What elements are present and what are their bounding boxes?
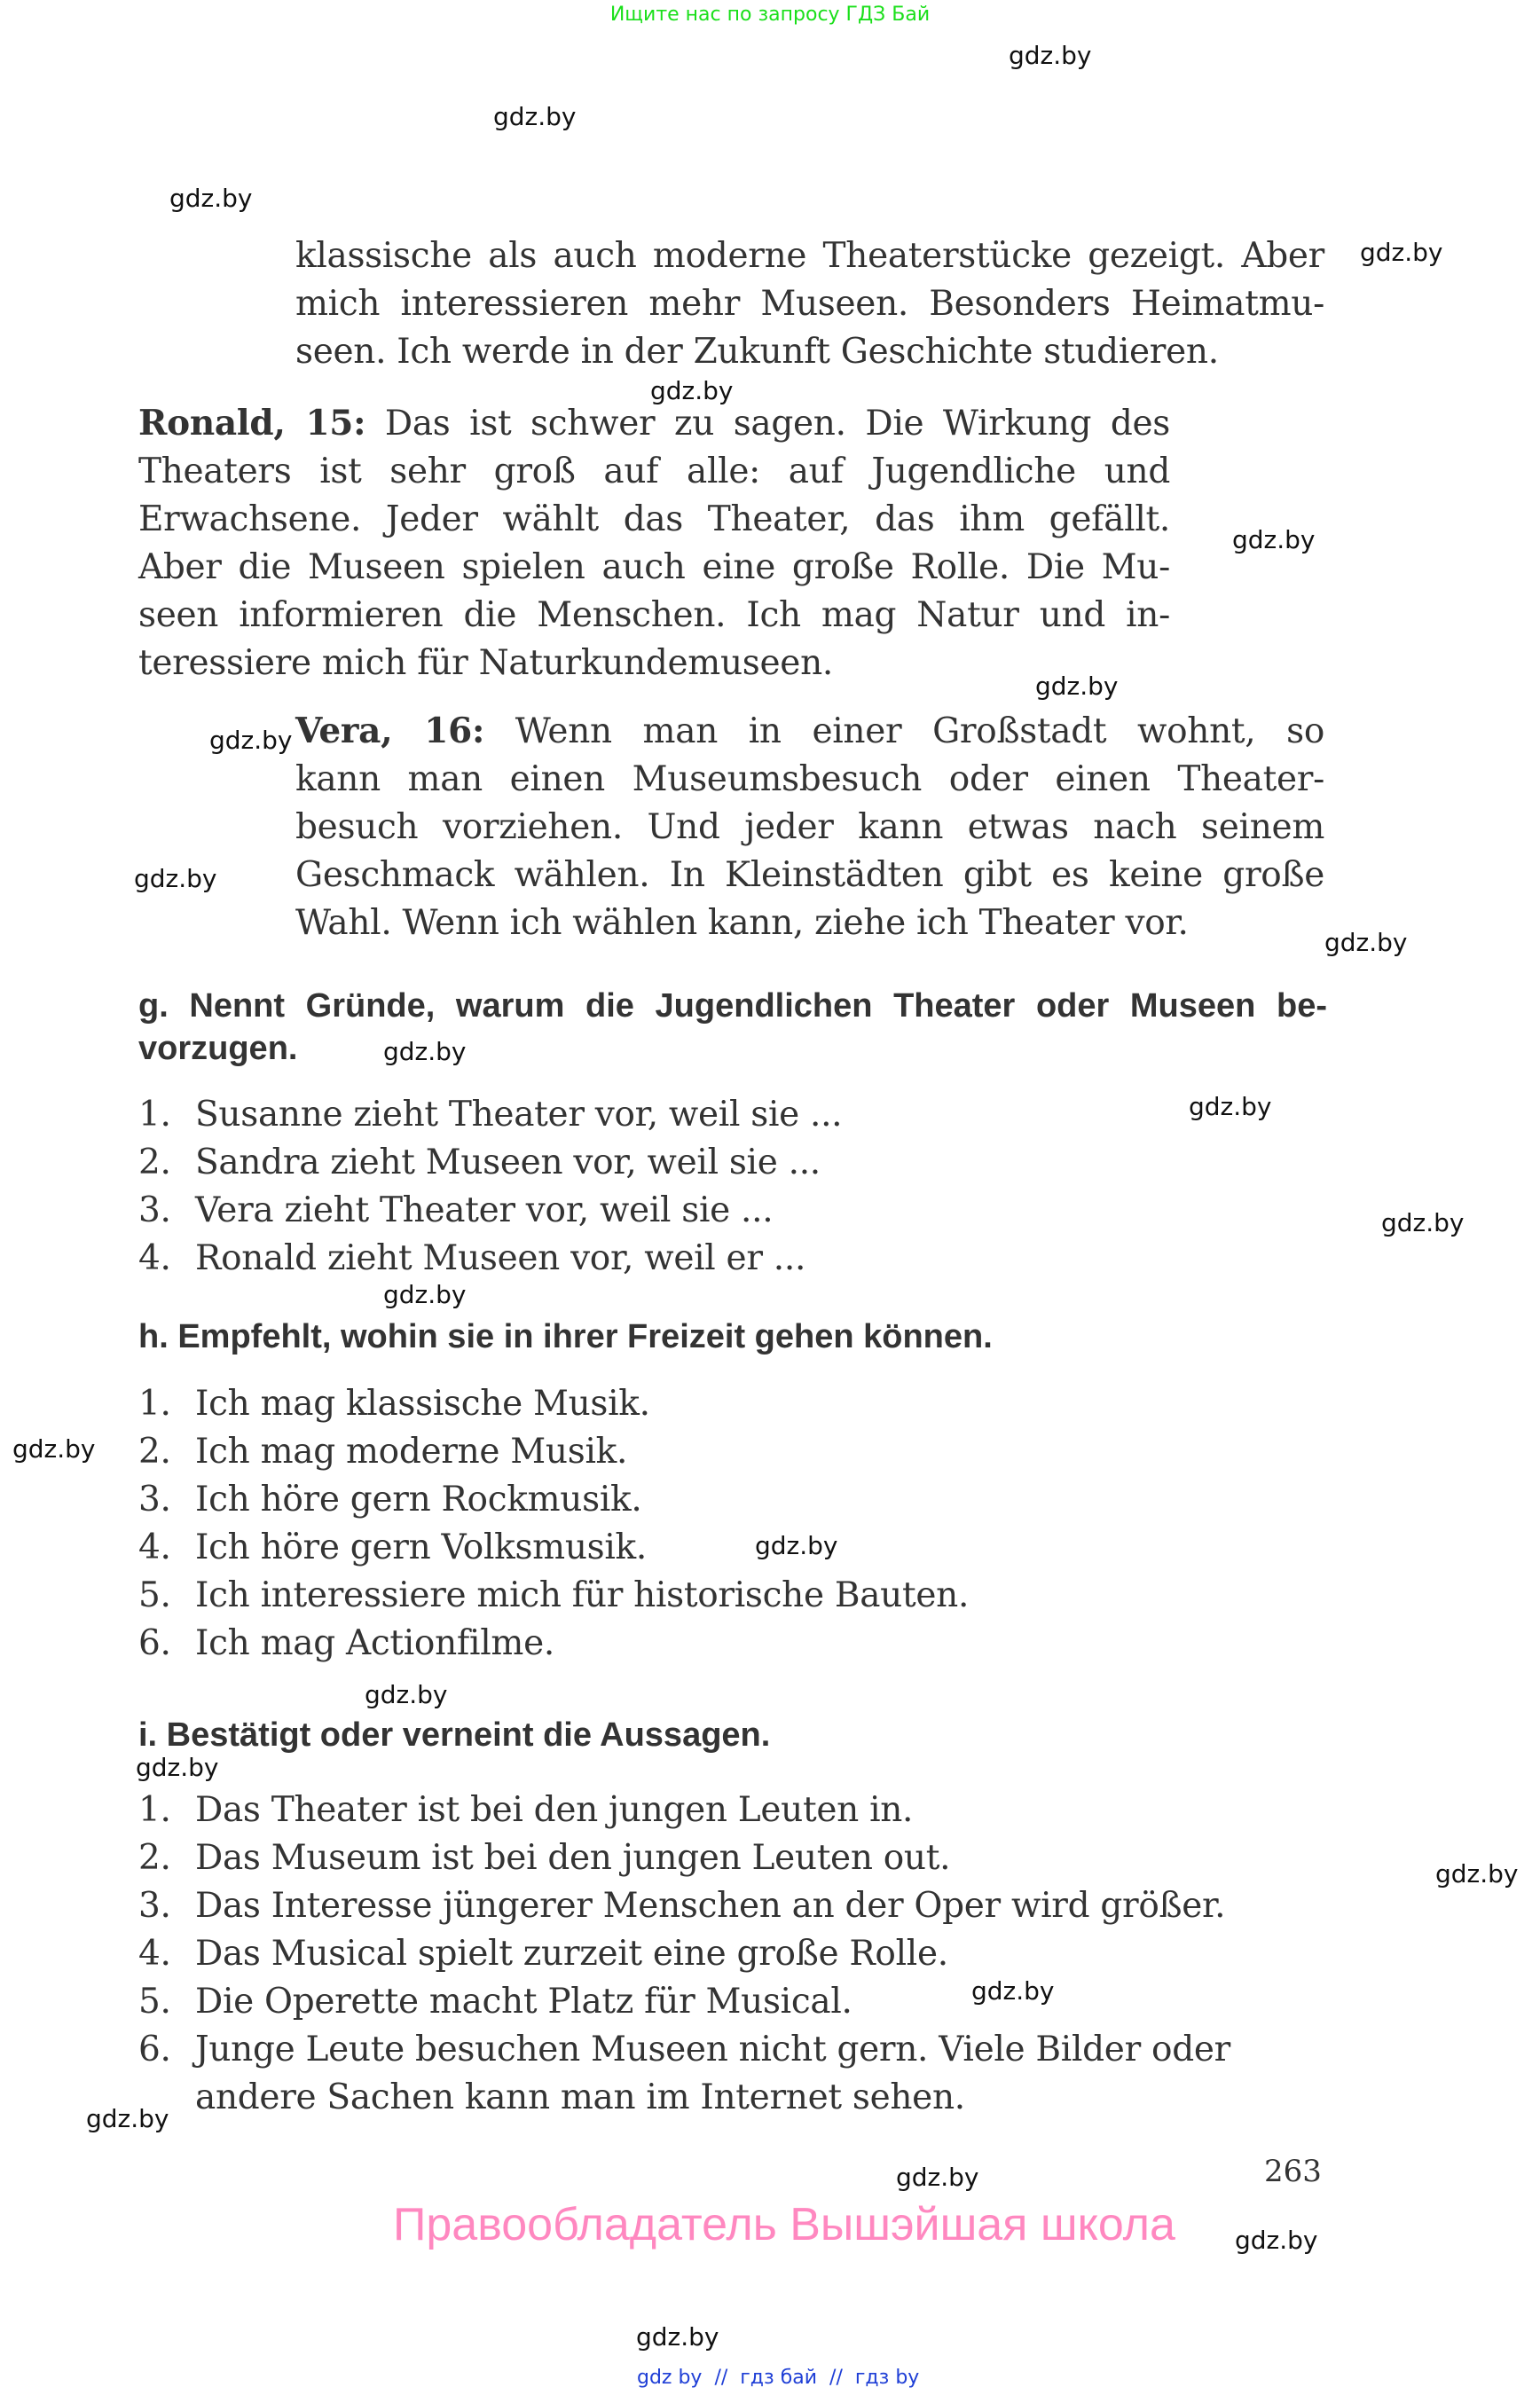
watermark: gdz.by [636, 2322, 719, 2352]
watermark: gdz.by [1009, 41, 1092, 70]
list-item: 1. Das Theater ist bei den jungen Leuten in. [138, 1790, 914, 1830]
watermark: gdz.by [1235, 2226, 1318, 2255]
watermark: gdz.by [169, 184, 253, 213]
copyright-notice: Правообладатель Вышэйшая школа [393, 2199, 1175, 2250]
page-number: 263 [1264, 2154, 1322, 2189]
list-item: 6. Junge Leute besuchen Museen nicht gern. Viele Bilder oder [138, 2030, 1230, 2069]
list-item: 4. Ich höre gern Volksmusik. [138, 1527, 647, 1567]
watermark: gdz.by [1035, 671, 1119, 701]
paragraph-line: Erwachsene. Jeder wählt das Theater, das ihm gefällt. [138, 499, 1170, 539]
watermark: gdz.by [1189, 1092, 1272, 1121]
list-item: 1. Ich mag klassische Musik. [138, 1384, 650, 1424]
task-i-heading: i. Bestätigt oder verneint die Aussagen. [138, 1716, 771, 1754]
list-item: 4. Ronald zieht Museen vor, weil er ... [138, 1238, 806, 1278]
vera-statement [295, 707, 1324, 947]
paragraph-line: Geschmack wählen. In Kleinstädten gibt es keine große [295, 855, 1324, 895]
watermark: gdz.by [896, 2163, 979, 2192]
watermark: gdz.by [755, 1531, 838, 1560]
list-item: 2. Das Museum ist bei den jungen Leuten out. [138, 1838, 951, 1878]
watermark: gdz.by [209, 726, 293, 755]
task-g-list [138, 1091, 842, 1283]
watermark: gdz.by [12, 1434, 96, 1464]
speaker-name: Vera, 16: [295, 711, 485, 751]
list-item: 2. Ich mag moderne Musik. [138, 1432, 628, 1472]
list-item: 2. Sandra zieht Museen vor, weil sie ... [138, 1143, 821, 1182]
watermark: gdz.by [1232, 525, 1316, 554]
paragraph-line: Vera, 16: Wenn man in einer Großstadt wohnt, so [295, 711, 1324, 751]
watermark: gdz.by [86, 2104, 169, 2133]
task-h-list [138, 1380, 969, 1668]
list-item: 3. Vera zieht Theater vor, weil sie ... [138, 1190, 774, 1230]
watermark: gdz.by [493, 102, 577, 131]
intro-paragraph [295, 232, 1324, 376]
list-item: 3. Das Interesse jüngerer Menschen an der Oper wird größer. [138, 1886, 1226, 1926]
watermark: gdz.by [383, 1280, 467, 1309]
watermark: gdz.by [134, 864, 217, 893]
watermark: gdz.by [365, 1680, 448, 1709]
paragraph-line: Theaters ist sehr groß auf alle: auf Jugendliche und [138, 452, 1170, 491]
paragraph-line: kann man einen Museumsbesuch oder einen Theater- [295, 759, 1324, 799]
paragraph-line: besuch vorziehen. Und jeder kann etwas nach seinem [295, 807, 1324, 847]
list-item: 6. Ich mag Actionfilme. [138, 1623, 554, 1663]
list-item: 3. Ich höre gern Rockmusik. [138, 1480, 642, 1520]
watermark: gdz.by [650, 376, 734, 405]
paragraph-line: seen informieren die Menschen. Ich mag Natur und in- [138, 595, 1170, 635]
watermark: gdz.by [971, 1976, 1055, 2006]
watermark: gdz.by [1435, 1859, 1519, 1889]
paragraph-line: klassische als auch moderne Theaterstücke gezeigt. Aber [295, 236, 1324, 276]
list-item: 4. Das Musical spielt zurzeit eine große Rolle. [138, 1934, 948, 1974]
paragraph-line: Ronald, 15: Das ist schwer zu sagen. Die Wirkung des [138, 403, 1170, 444]
paragraph-line: seen. Ich werde in der Zukunft Geschichte studieren. [295, 332, 1219, 372]
watermark: gdz.by [1360, 238, 1443, 267]
task-i-list [138, 1787, 1230, 2122]
watermark: gdz.by [383, 1037, 467, 1066]
ronald-statement [138, 399, 1170, 687]
footer-links[interactable]: gdz by // гдз бай // гдз by [637, 2367, 920, 2389]
paragraph-line: teressiere mich für Naturkundemuseen. [138, 643, 833, 683]
list-item-continuation: andere Sachen kann man im Internet sehen. [195, 2077, 965, 2117]
watermark: gdz.by [136, 1753, 219, 1782]
paragraph-line: mich interessieren mehr Museen. Besonders Heimatmu- [295, 284, 1324, 324]
paragraph-line: Aber die Museen spielen auch eine große Rolle. Die Mu- [138, 547, 1170, 587]
watermark: gdz.by [1324, 928, 1408, 957]
paragraph-line: Wahl. Wenn ich wählen kann, ziehe ich Theater vor. [295, 903, 1189, 943]
list-item: 1. Susanne zieht Theater vor, weil sie ... [138, 1095, 843, 1135]
task-g-heading: g. Nennt Gründe, warum die Jugendlichen Theater oder Museen be- vorzugen. [138, 987, 1327, 1067]
search-banner[interactable]: Ищите нас по запросу ГДЗ Бай [609, 4, 931, 26]
watermark: gdz.by [1381, 1208, 1465, 1237]
task-h-heading: h. Empfehlt, wohin sie in ihrer Freizeit gehen können. [138, 1318, 993, 1355]
list-item: 5. Ich interessiere mich für historische Bauten. [138, 1575, 970, 1615]
speaker-name: Ronald, 15: [138, 403, 366, 444]
list-item: 5. Die Operette macht Platz für Musical. [138, 1982, 852, 2022]
